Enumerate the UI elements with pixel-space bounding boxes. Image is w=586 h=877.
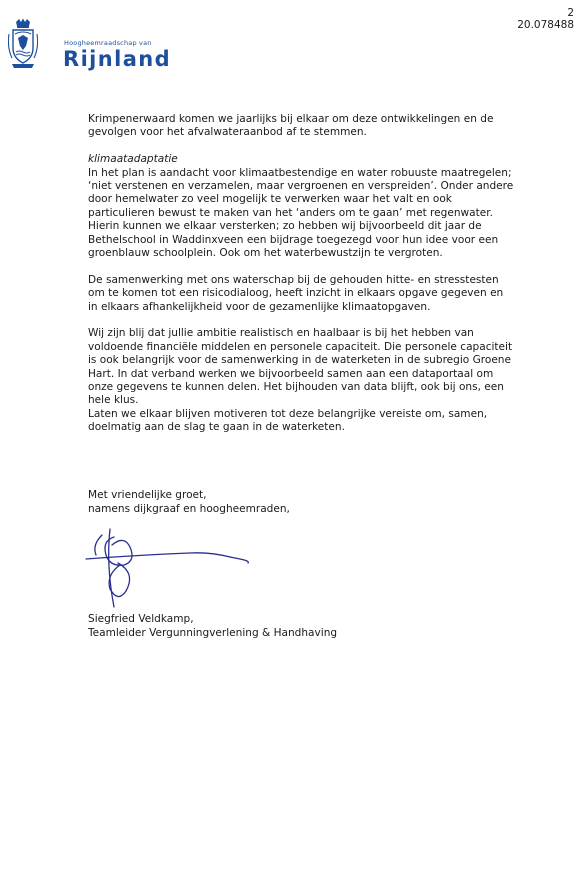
reference-number: 20.078488 [517,19,574,31]
text-line: In het plan is aandacht voor klimaatbestendige en water robuuste maatregelen; [88,166,512,179]
signer-title: Teamleider Vergunningverlening & Handhaving [88,627,338,640]
text-line: doelmatig aan de slag te gaan in de waterketen. [88,421,345,434]
rijnland-crest-icon [8,18,38,70]
text-line: groenblauw schoolplein. Ook om het waterbewustzijn te vergroten. [88,247,443,260]
text-line: gevolgen voor het afvalwateraanbod af te stemmen. [88,126,367,139]
closing-on-behalf: namens dijkgraaf en hoogheemraden, [88,503,290,516]
handwritten-signature [80,525,280,615]
closing-greeting: Met vriendelijke groet, [88,489,207,501]
section-heading: klimaatadaptatie [88,153,178,166]
text-line: Hierin kunnen we elkaar versterken; zo hebben wij bijvoorbeeld dit jaar de [88,220,482,233]
text-line: in elkaars afhankelijkheid voor de gezamenlijke klimaatopgaven. [88,300,431,313]
text-line: De samenwerking met ons waterschap bij de gehouden hitte- en stresstesten [88,273,499,286]
text-line: hele klus. [88,394,139,407]
text-line: door hemelwater zo veel mogelijk te verwerken waar het valt en ook [88,193,452,206]
letterhead-org-small: Hoogheemraadschap van [64,39,152,47]
closing [88,488,290,516]
text-line: Bethelschool in Waddinxveen een bijdrage toegezegd voor hun idee voor een [88,233,499,246]
letter-body [88,113,558,448]
paragraph-intro [88,113,558,140]
text-line: Krimpenerwaard komen we jaarlijks bij elkaar om deze ontwikkelingen en de [88,113,494,125]
text-line: Wij zijn blij dat jullie ambitie realistisch en haalbaar is bij het hebben van [88,327,474,340]
text-line: Laten we elkaar blijven motiveren tot deze belangrijke vereiste om, samen, [88,407,488,420]
letterhead-org-name: Rijnland [63,47,172,71]
text-line: is ook belangrijk voor de samenwerking in de waterketen in de subregio Groene [88,354,511,367]
letterhead-logo [8,18,208,78]
text-line: onze gegevens te kunnen delen. Het bijhouden van data blijft, ook bij ons, een [88,381,504,394]
page-meta [517,7,574,31]
text-line: Hart. In dat verband werken we bijvoorbeeld samen aan een dataportaal om [88,367,494,380]
text-line: particulieren bewust te maken van het ‘anders om te gaan’ met regenwater. [88,206,493,219]
text-line: om te komen tot een risicodialoog, heeft inzicht in elkaars opgave gegeven en [88,287,504,300]
paragraph-samenwerking [88,274,558,314]
signer-block [88,612,337,640]
text-line: ‘niet verstenen en verzamelen, maar vergroenen en verspreiden’. Onder andere [88,180,514,193]
paragraph-klimaatadaptatie [88,153,558,260]
paragraph-ambitie [88,327,558,434]
page-number: 2 [567,7,574,19]
signer-name: Siegfried Veldkamp, [88,613,194,625]
text-line: voldoende financiële middelen en personele capaciteit. Die personele capaciteit [88,340,513,353]
